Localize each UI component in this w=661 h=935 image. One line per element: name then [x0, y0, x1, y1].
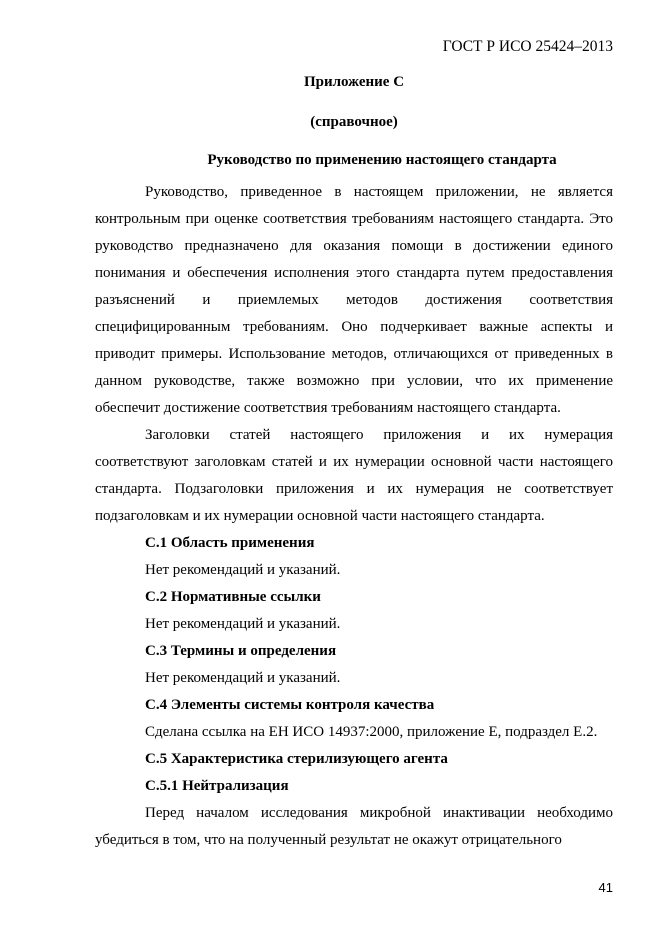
section-text-c3: Нет рекомендаций и указаний.	[145, 670, 341, 686]
subsection-heading-c5-1: С.5.1 Нейтрализация	[145, 778, 289, 794]
section-text-c1: Нет рекомендаций и указаний.	[145, 562, 341, 578]
section-heading-c5: С.5 Характеристика стерилизующего агента	[145, 751, 448, 767]
annex-subtitle: (справочное)	[310, 114, 398, 130]
page-number: 41	[598, 880, 613, 895]
annex-title: Приложение С	[303, 74, 405, 90]
section-heading-c4: С.4 Элементы системы контроля качества	[145, 697, 435, 713]
section-heading-c1: С.1 Область применения	[145, 535, 315, 551]
annex-heading: Руководство по применению настоящего стандарта	[207, 152, 557, 168]
section-text-c4: Сделана ссылка на ЕН ИСО 14937:2000, приложение Е, подраздел Е.2.	[145, 724, 598, 740]
subsection-text-c5-1: Перед началом исследования микробной инактивации необходимо убедиться в том, что на полученный результат не окажут отрицательного	[95, 805, 613, 848]
numbering-paragraph: Заголовки статей настоящего приложения и их нумерация соответствуют заголовкам статей и их нумерации основной части настоящего стандарта. Подзаголовки приложения и их нумерация не соответствует подзаголовкам и их нумерации основной части настоящего стандарта.	[95, 427, 613, 524]
intro-paragraph: Руководство, приведенное в настоящем приложении, не является контрольным при оценке соответствия требованиям настоящего стандарта. Это руководство предназначено для оказания помощи в достижении единого понимания и обеспечения исполнения этого стандарта путем предоставления разъяснений и приемлемых методов достижения соответствия специфицированным требованиям. Оно подчеркивает важные аспекты и приводит примеры. Использование методов, отличающихся от приведенных в данном руководстве, также возможно при условии, что их применение обеспечит достижение соответствия требованиям настоящего стандарта.	[95, 184, 613, 416]
document-code-header: ГОСТ Р ИСО 25424–2013	[442, 38, 613, 55]
section-text-c2: Нет рекомендаций и указаний.	[145, 616, 341, 632]
section-heading-c2: С.2 Нормативные ссылки	[145, 589, 321, 605]
page-content	[95, 69, 613, 854]
section-heading-c3: С.3 Термины и определения	[145, 643, 337, 659]
